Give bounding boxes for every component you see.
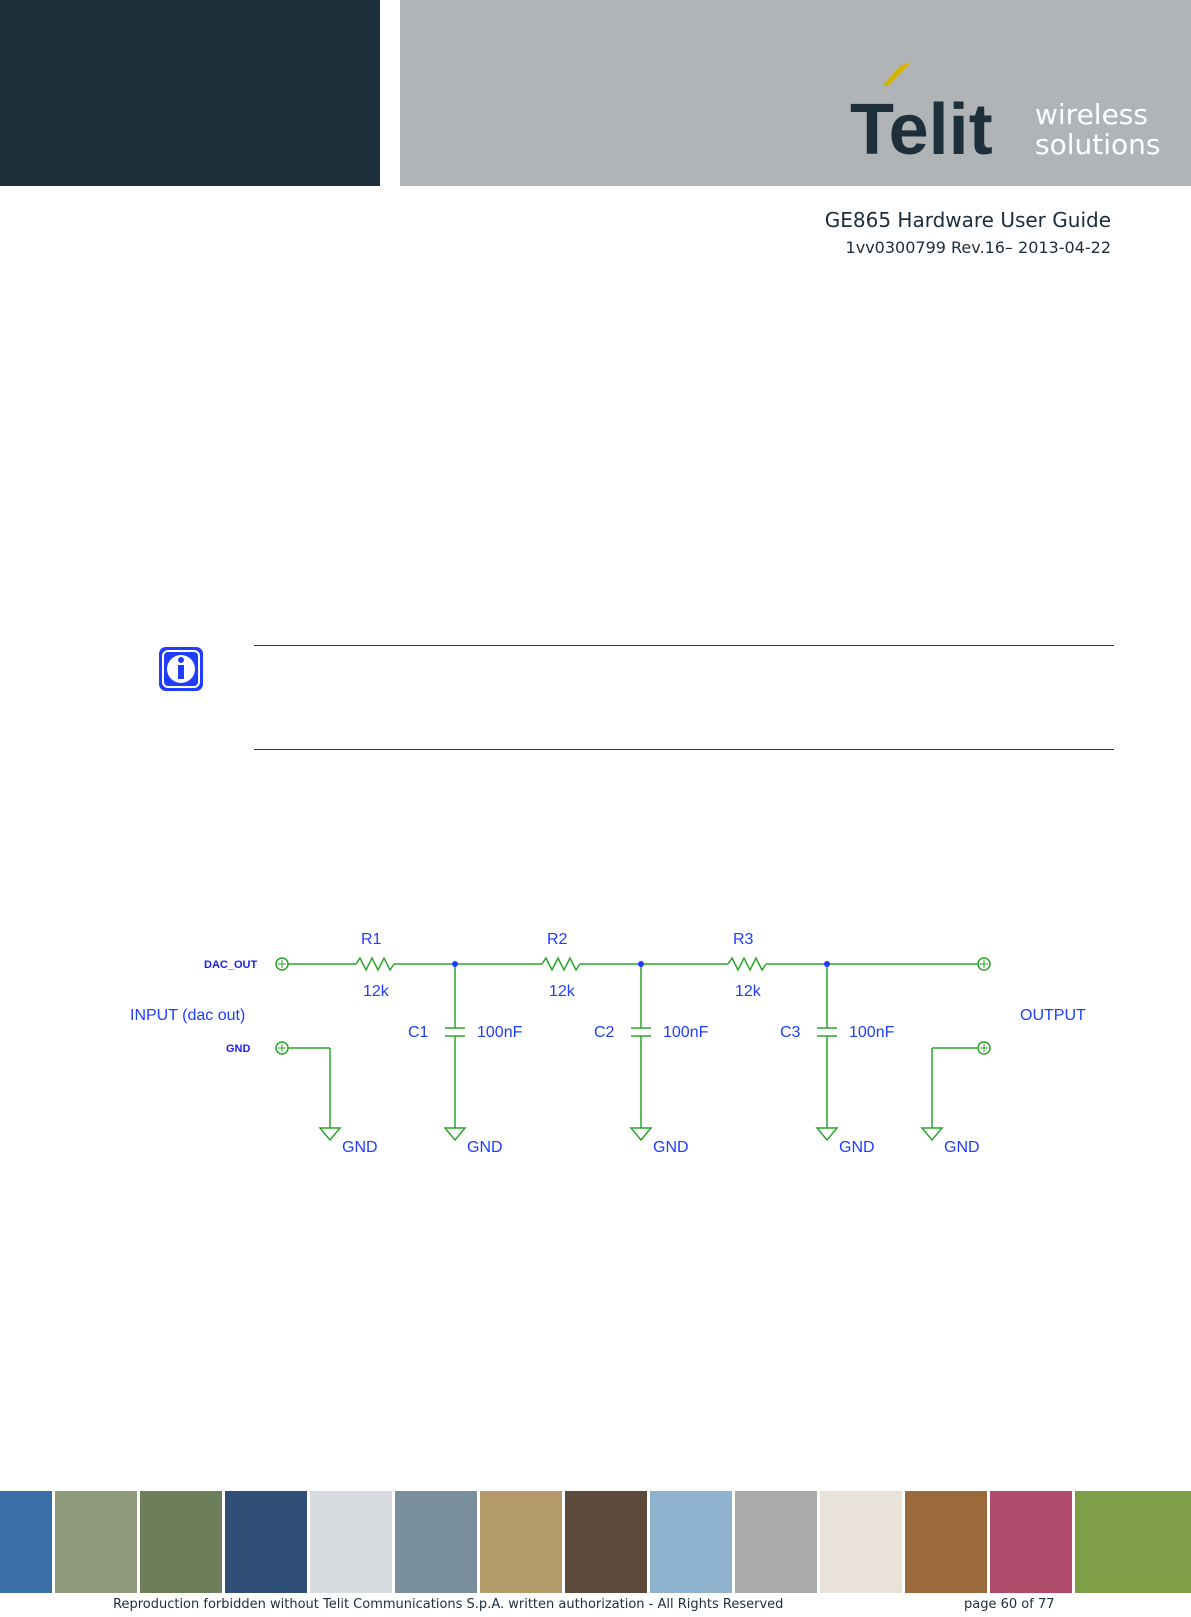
doc-title: GE865 Hardware User Guide xyxy=(824,208,1111,232)
output-label: OUTPUT xyxy=(1020,1007,1086,1024)
logo-tagline-1: wireless xyxy=(1035,98,1148,131)
gnd-symbol-3: GND xyxy=(653,1139,689,1156)
page-number: page 60 of 77 xyxy=(964,1597,1055,1612)
note-top-rule xyxy=(254,645,1114,646)
r3-value: 12k xyxy=(735,983,761,1000)
logo-brand: Telit xyxy=(850,90,993,162)
gnd-symbol-5: GND xyxy=(944,1139,980,1156)
info-icon xyxy=(157,645,205,693)
footer-photo-strip xyxy=(0,1491,1191,1593)
c3-label: C3 xyxy=(780,1024,801,1041)
c1-value: 100nF xyxy=(477,1024,523,1041)
r2-value: 12k xyxy=(549,983,575,1000)
c2-value: 100nF xyxy=(663,1024,709,1041)
gnd-pin-label: GND xyxy=(226,1043,251,1055)
dac-filter-schematic xyxy=(120,920,1100,1180)
r1-value: 12k xyxy=(363,983,389,1000)
c3-value: 100nF xyxy=(849,1024,895,1041)
footer-copyright: Reproduction forbidden without Telit Communications S.p.A. written authorization - All Rights Reserved xyxy=(113,1597,784,1612)
r2-label: R2 xyxy=(547,931,568,948)
r3-label: R3 xyxy=(733,931,754,948)
gnd-symbol-1: GND xyxy=(342,1139,378,1156)
input-label: INPUT (dac out) xyxy=(130,1007,246,1024)
dac-out-pin-label: DAC_OUT xyxy=(204,959,258,971)
logo-tagline-2: solutions xyxy=(1035,128,1160,161)
note-bottom-rule xyxy=(254,749,1114,750)
telit-logo xyxy=(850,62,1160,162)
doc-revision: 1vv0300799 Rev.16– 2013-04-22 xyxy=(845,238,1111,257)
c2-label: C2 xyxy=(594,1024,615,1041)
gnd-symbol-4: GND xyxy=(839,1139,875,1156)
r1-label: R1 xyxy=(361,931,382,948)
c1-label: C1 xyxy=(408,1024,429,1041)
header-dark-panel xyxy=(0,0,380,186)
gnd-symbol-2: GND xyxy=(467,1139,503,1156)
